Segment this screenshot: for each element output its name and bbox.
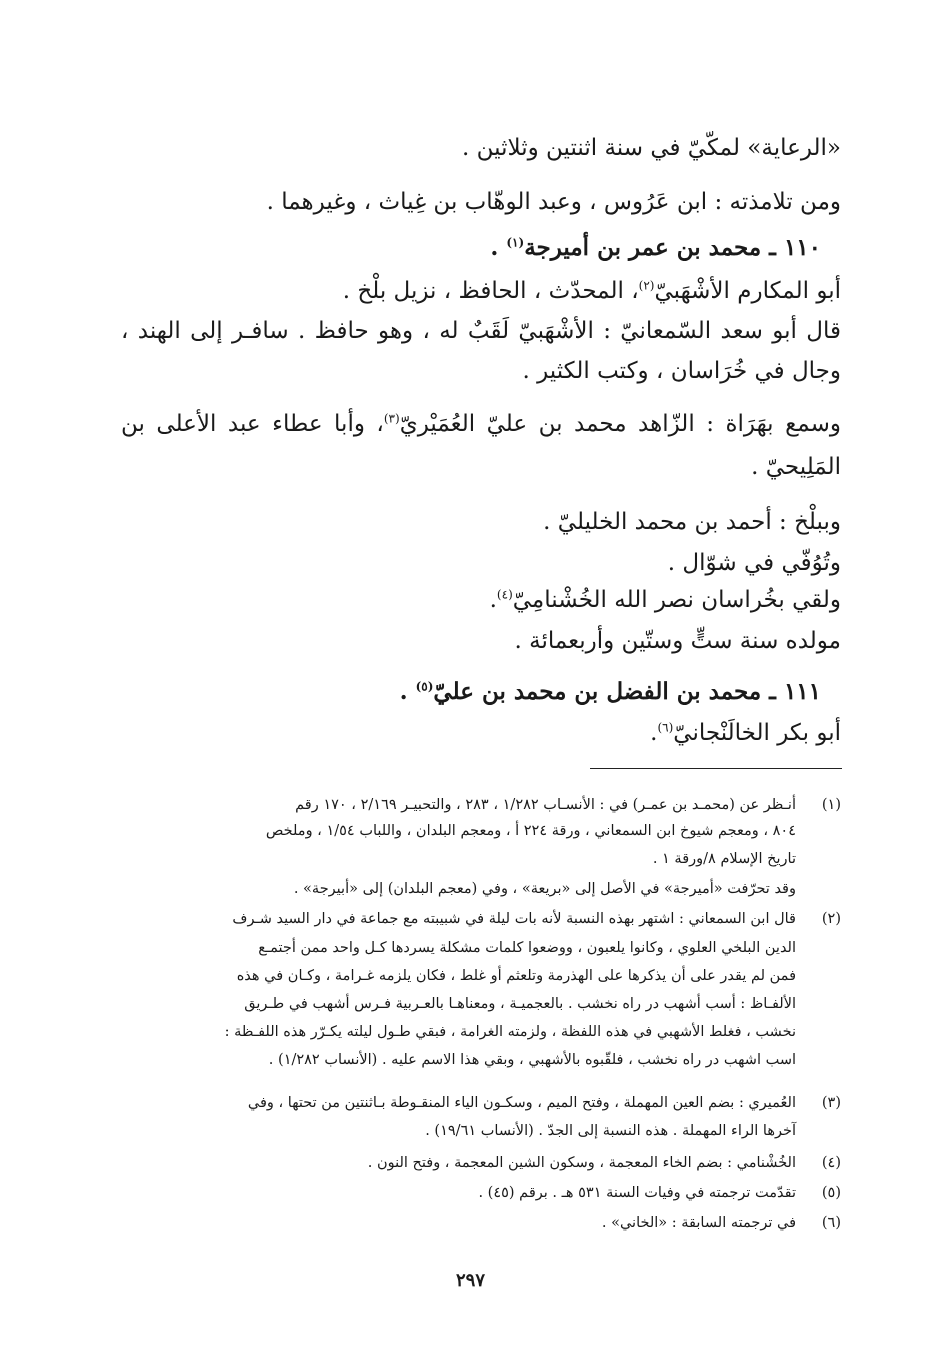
footnote-separator [590,768,842,769]
footnote-line: قال ابن السمعاني : اشتهر بهذه النسبة لأنه بات ليلة في شبيبته مع جماعة في دار السيد شـرف [232,911,796,927]
footnote-line: ٨٠٤ ، ومعجم شيوخ ابن السمعاني ، ورقة ٢٢٤ أ ، ومعجم البلدان ، واللباب ١/٥٤ ، وملخص [265,823,796,839]
footnote-line: وقد تحرّفت «أميرجة» في الأصل إلى «بريعة» ، وفي (معجم البلدان) إلى «أبيرجة» . [293,881,796,897]
entry-heading-110: ١١٠ ـ محمد بن عمر بن أميرجة$^{(١)}$ . [490,234,821,261]
text-line: وسمع بهَرَاة : الزّاهد محمد بن عليّ العُمَيْريّ$^{(٣)}$، وأبا عطاء عبد الأعلى بن [121,411,841,437]
footnote-number: (٢) [821,911,841,927]
footnote-ref: (٦) [657,720,674,735]
footnote-line: اسب اشهب در راه نخشب ، فلقّبوه بالأشهبي ، وبقي هذا الاسم عليه . (الأنساب ١/٢٨٢) . [268,1052,796,1068]
footnote-number: (٣) [821,1095,841,1111]
text-line: وببلْخ : أحمد بن محمد الخليليّ . [543,509,841,535]
footnote-ref: (٤) [496,587,513,602]
footnote-line: الألفـاظ : أسب أشهب در راه نخشب . بالعجميـة ، ومعناهـا بالعـربية فـرس أشهب في طـريق [244,996,796,1012]
footnote-line: فمن لم يقدر على أن يذكرها على الهذرمة وتلعثم أو غلط ، فكان يلزمه غـرامة ، وكـان في هذه [236,968,796,984]
footnote-number: (٤) [821,1155,841,1171]
footnote-ref: (٢) [638,278,655,293]
footnote-number: (٥) [821,1185,841,1201]
footnote-number: (١) [821,797,841,813]
text-line: وتُوُفّي في شوّال . [667,550,841,576]
entry-heading-111: ١١١ ـ محمد بن الفضل بن محمد بن عليّ$^{(٥)}$ . [399,678,821,705]
footnote-line: العُميري : بضم العين المهملة ، وفتح الميم ، وسكـون الياء المنقـوطة بـاثنتين من تحتها ، وفي [247,1095,796,1111]
footnote-line: الدين البلخي العلوي ، وكانوا يلعبون ، ووضعوا كلمات مشكلة يسردها كـل واحد ممن أجتمـع [258,940,796,956]
text-line: أبو بكر الخالَنْجانيّ$^{(٦)}$. [650,720,841,746]
page-number: ٢٩٧ [455,1270,485,1291]
footnote-line: في ترجمته السابقة : «الخاني» . [601,1215,796,1231]
footnote-number: (٦) [821,1215,841,1231]
text-line: قال أبو سعد السّمعانيّ : الأشْهَبيّ لَقَبٌ له ، وهو حافظ . سافـر إلى الهند ، [121,318,841,344]
text-line: مولده سنة ستٍّ وستّين وأربعمائة . [514,628,841,654]
text-line: ولقي بخُراسان نصر الله الخُشْنامِيّ$^{(٤)}$. [489,587,841,613]
text-line: المَلِيحيّ . [751,454,841,480]
footnote-line: أنـظر عن (محمـد بن عمـر) في : الأنسـاب ١/٢٨٢ ، ٢٨٣ ، والتحبيـر ٢/١٦٩ ، ١٧٠ رقم [295,797,796,813]
footnote-line: تاريخ الإسلام ٨/ورقة ١ . [652,851,796,867]
text-line: أبو المكارم الأشْهَبيّ$^{(٢)}$، المحدّث ، الحافظ ، نزيل بلْخ . [342,278,841,304]
footnote-line: تقدّمت ترجمته في وفيات السنة ٥٣١ هـ . برقم (٤٥) . [478,1185,796,1201]
footnote-ref: (٣) [383,411,400,426]
footnote-ref: (١) [506,235,525,250]
footnote-line: الخُشْنامي : بضم الخاء المعجمة ، وسكون الشين المعجمة ، وفتح النون . [367,1155,796,1171]
footnote-line: نخشب ، فغلط الأشهبي في هذه اللفظة ، ولزمته الغرامة ، فبقي طـول ليلته يكـرّر هذه اللفـظة : [224,1024,796,1040]
footnote-ref: (٥) [415,679,434,694]
text-line: وجال في خُرَاسان ، وكتب الكثير . [522,358,841,384]
text-line: ومن تلامذته : ابن عَرُوس ، وعبد الوهّاب بن غِياث ، وغيرهما . [266,189,841,215]
text-line: «الرعاية» لمكّيّ في سنة اثنتين وثلاثين . [462,135,841,161]
footnote-line: آخرها الراء المهملة . هذه النسبة إلى الجدّ . (الأنساب ١٩/٦١) . [425,1123,796,1139]
